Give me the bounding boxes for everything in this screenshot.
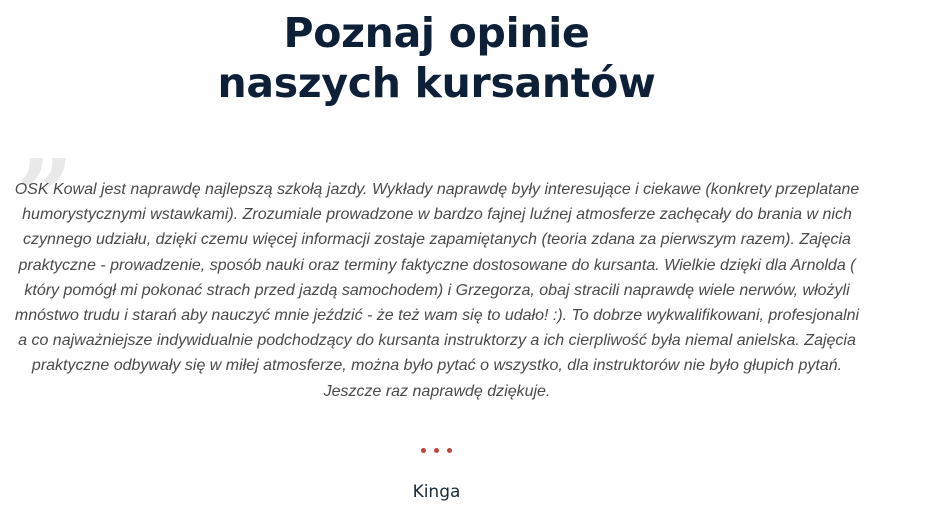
quote-icon: ” xyxy=(16,137,74,255)
carousel-dot[interactable] xyxy=(421,448,426,453)
section-title-line-1: Poznaj opinie xyxy=(283,9,590,57)
testimonial-text: OSK Kowal jest naprawdę najlepszą szkołą jazdy. Wykłady naprawdę były interesujące i ciekawe (konkrety przeplatane humorystycznymi wstawkami). Zrozumiale prowadzone w bardzo fajnej luźnej atmosferze zachęcały do brania w nich czynnego udziału, dzięki czemu więcej informacji zostaje zapamiętanych (teoria zdana za pierwszym razem). Zajęcia praktyczne - prowadzenie, sposób nauki oraz terminy faktyczne dostosowane do kursanta. Wielkie dzięki dla Arnolda ( który pomógł mi pokonać strach przed jazdą samochodem) i Grzegorza, obaj stracili naprawdę wiele nerwów, włożyli mnóstwo trudu i starań aby nauczyć mnie jeździć - że też wam się to udało! :). To dobrze wykwalifikowani, profesjonalni a co najważniejsze indywidualnie podchodzący do kursanta instruktorzy a ich cierpliwość była niemal anielska. Zajęcia praktyczne odbywały się w miłej atmosferze, można było pytać o wszystko, dla instruktorów nie było głupich pytań. Jeszcze raz naprawdę dziękuje. xyxy=(14,181,860,400)
carousel-dots xyxy=(0,448,873,453)
testimonial-author: Kinga xyxy=(412,482,461,502)
carousel-dot[interactable] xyxy=(434,448,439,453)
carousel-dot[interactable] xyxy=(447,448,452,453)
section-title-line-2: naszych kursantów xyxy=(217,59,656,107)
section-title xyxy=(0,8,873,108)
